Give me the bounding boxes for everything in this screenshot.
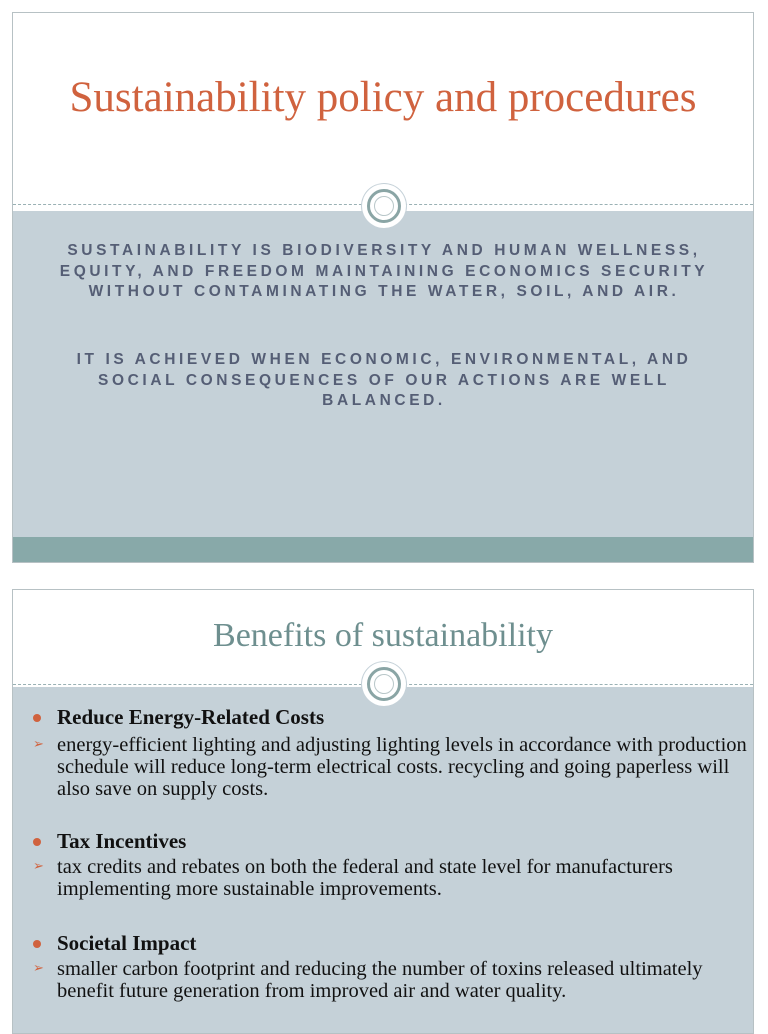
benefit-heading: Reduce Energy-Related Costs [57,705,325,729]
benefit-heading: Tax Incentives [57,829,187,853]
arrow-bullet-icon: ➢ [33,737,44,752]
bullet-dot-icon [33,714,41,722]
circle-ornament-icon [367,667,401,701]
circle-ornament-icon [367,189,401,223]
arrow-bullet-icon: ➢ [33,961,44,976]
bullet-dot-icon [33,940,41,948]
slide-1-body [13,211,753,537]
slide-1-paragraph-2: IT IS ACHIEVED WHEN ECONOMIC, ENVIRONMENTAL, AND SOCIAL CONSEQUENCES OF OUR ACTIONS ARE WELL BALANCED. [76,351,692,410]
benefit-detail: smaller carbon footprint and reducing the number of toxins released ultimately benefit future generation from improved air and water quality. [57,958,703,1002]
slide-2-title: Benefits of sustainability [213,617,553,654]
slide-1-title: Sustainability policy and procedures [69,74,697,121]
bullet-dot-icon [33,838,41,846]
slide-1-paragraph-1: SUSTAINABILITY IS BIODIVERSITY AND HUMAN WELLNESS, EQUITY, AND FREEDOM MAINTAINING ECONOMICS SECURITY WITHOUT CONTAMINATING THE WATER, SOIL, AND AIR. [59,242,709,301]
benefit-heading: Societal Impact [57,931,197,955]
slide-1-title-area [13,13,753,206]
slide-1-footer-band [13,537,753,563]
arrow-bullet-icon: ➢ [33,859,44,874]
slide-2 [12,589,754,1034]
slide-1 [12,12,754,563]
benefit-detail: energy-efficient lighting and adjusting lighting levels in accordance with production schedule will reduce long-term electrical costs. recycling and going paperless will also save on supply costs. [57,734,747,800]
benefit-detail: tax credits and rebates on both the federal and state level for manufacturers implementing more sustainable improvements. [57,856,673,900]
